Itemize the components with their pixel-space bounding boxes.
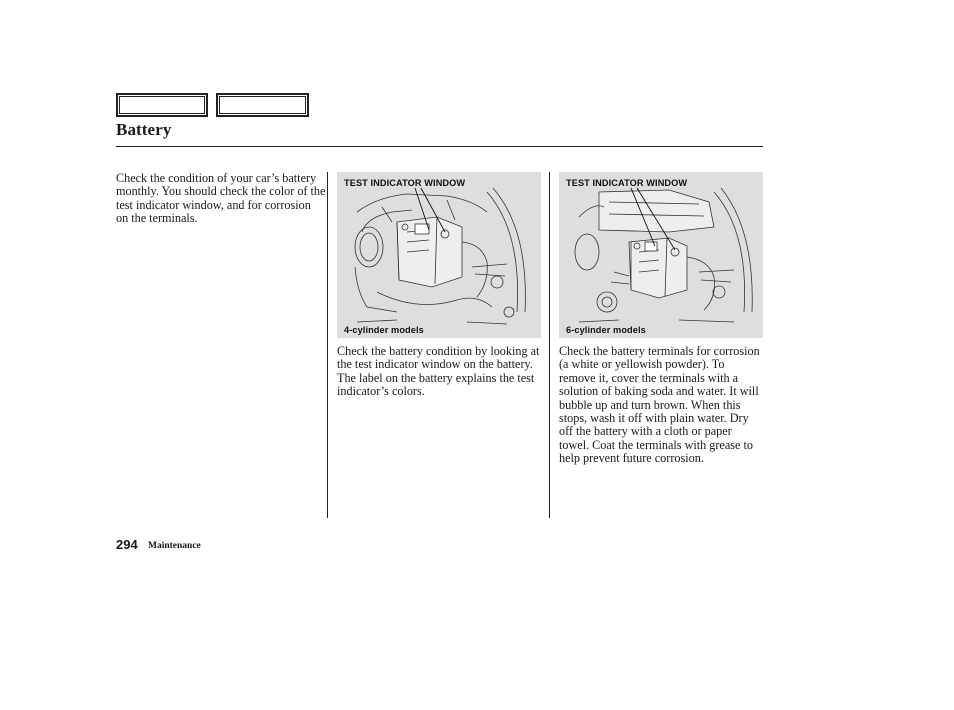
- test-indicator-paragraph: Check the battery condition by looking at the test indicator window on the battery. The label on the battery explains the test indicator’s colors.: [337, 344, 540, 399]
- engine-illustration-6cyl: [559, 172, 763, 338]
- figure-6-cylinder-engine: [559, 172, 763, 338]
- column-divider: [327, 172, 328, 518]
- corrosion-paragraph: Check the battery terminals for corrosion (a white or yellowish powder). To remove it, cover the terminals with a solution of baking soda and water. It will bubble up and turn brown. When this stops, wash it off with plain water. Dry off the battery with a cloth or paper towel. Coat the terminals with grease to help prevent future corrosion.: [559, 344, 760, 466]
- engine-illustration-4cyl: [337, 172, 541, 338]
- nav-button-previous[interactable]: [116, 93, 208, 117]
- figure-label: TEST INDICATOR WINDOW: [344, 178, 466, 188]
- figure-caption: 4-cylinder models: [344, 325, 424, 335]
- intro-paragraph: Check the condition of your car’s battery monthly. You should check the color of the test indicator window, and for corrosion on the terminals.: [116, 171, 326, 226]
- page-number: 294: [116, 537, 138, 552]
- nav-button-next[interactable]: [216, 93, 309, 117]
- section-name: Maintenance: [148, 541, 201, 551]
- column-divider: [549, 172, 550, 518]
- figure-4-cylinder-engine: [337, 172, 541, 338]
- figure-caption: 6-cylinder models: [566, 325, 646, 335]
- figure-label: TEST INDICATOR WINDOW: [566, 178, 688, 188]
- page-title: Battery: [116, 120, 172, 139]
- title-rule: [116, 146, 763, 147]
